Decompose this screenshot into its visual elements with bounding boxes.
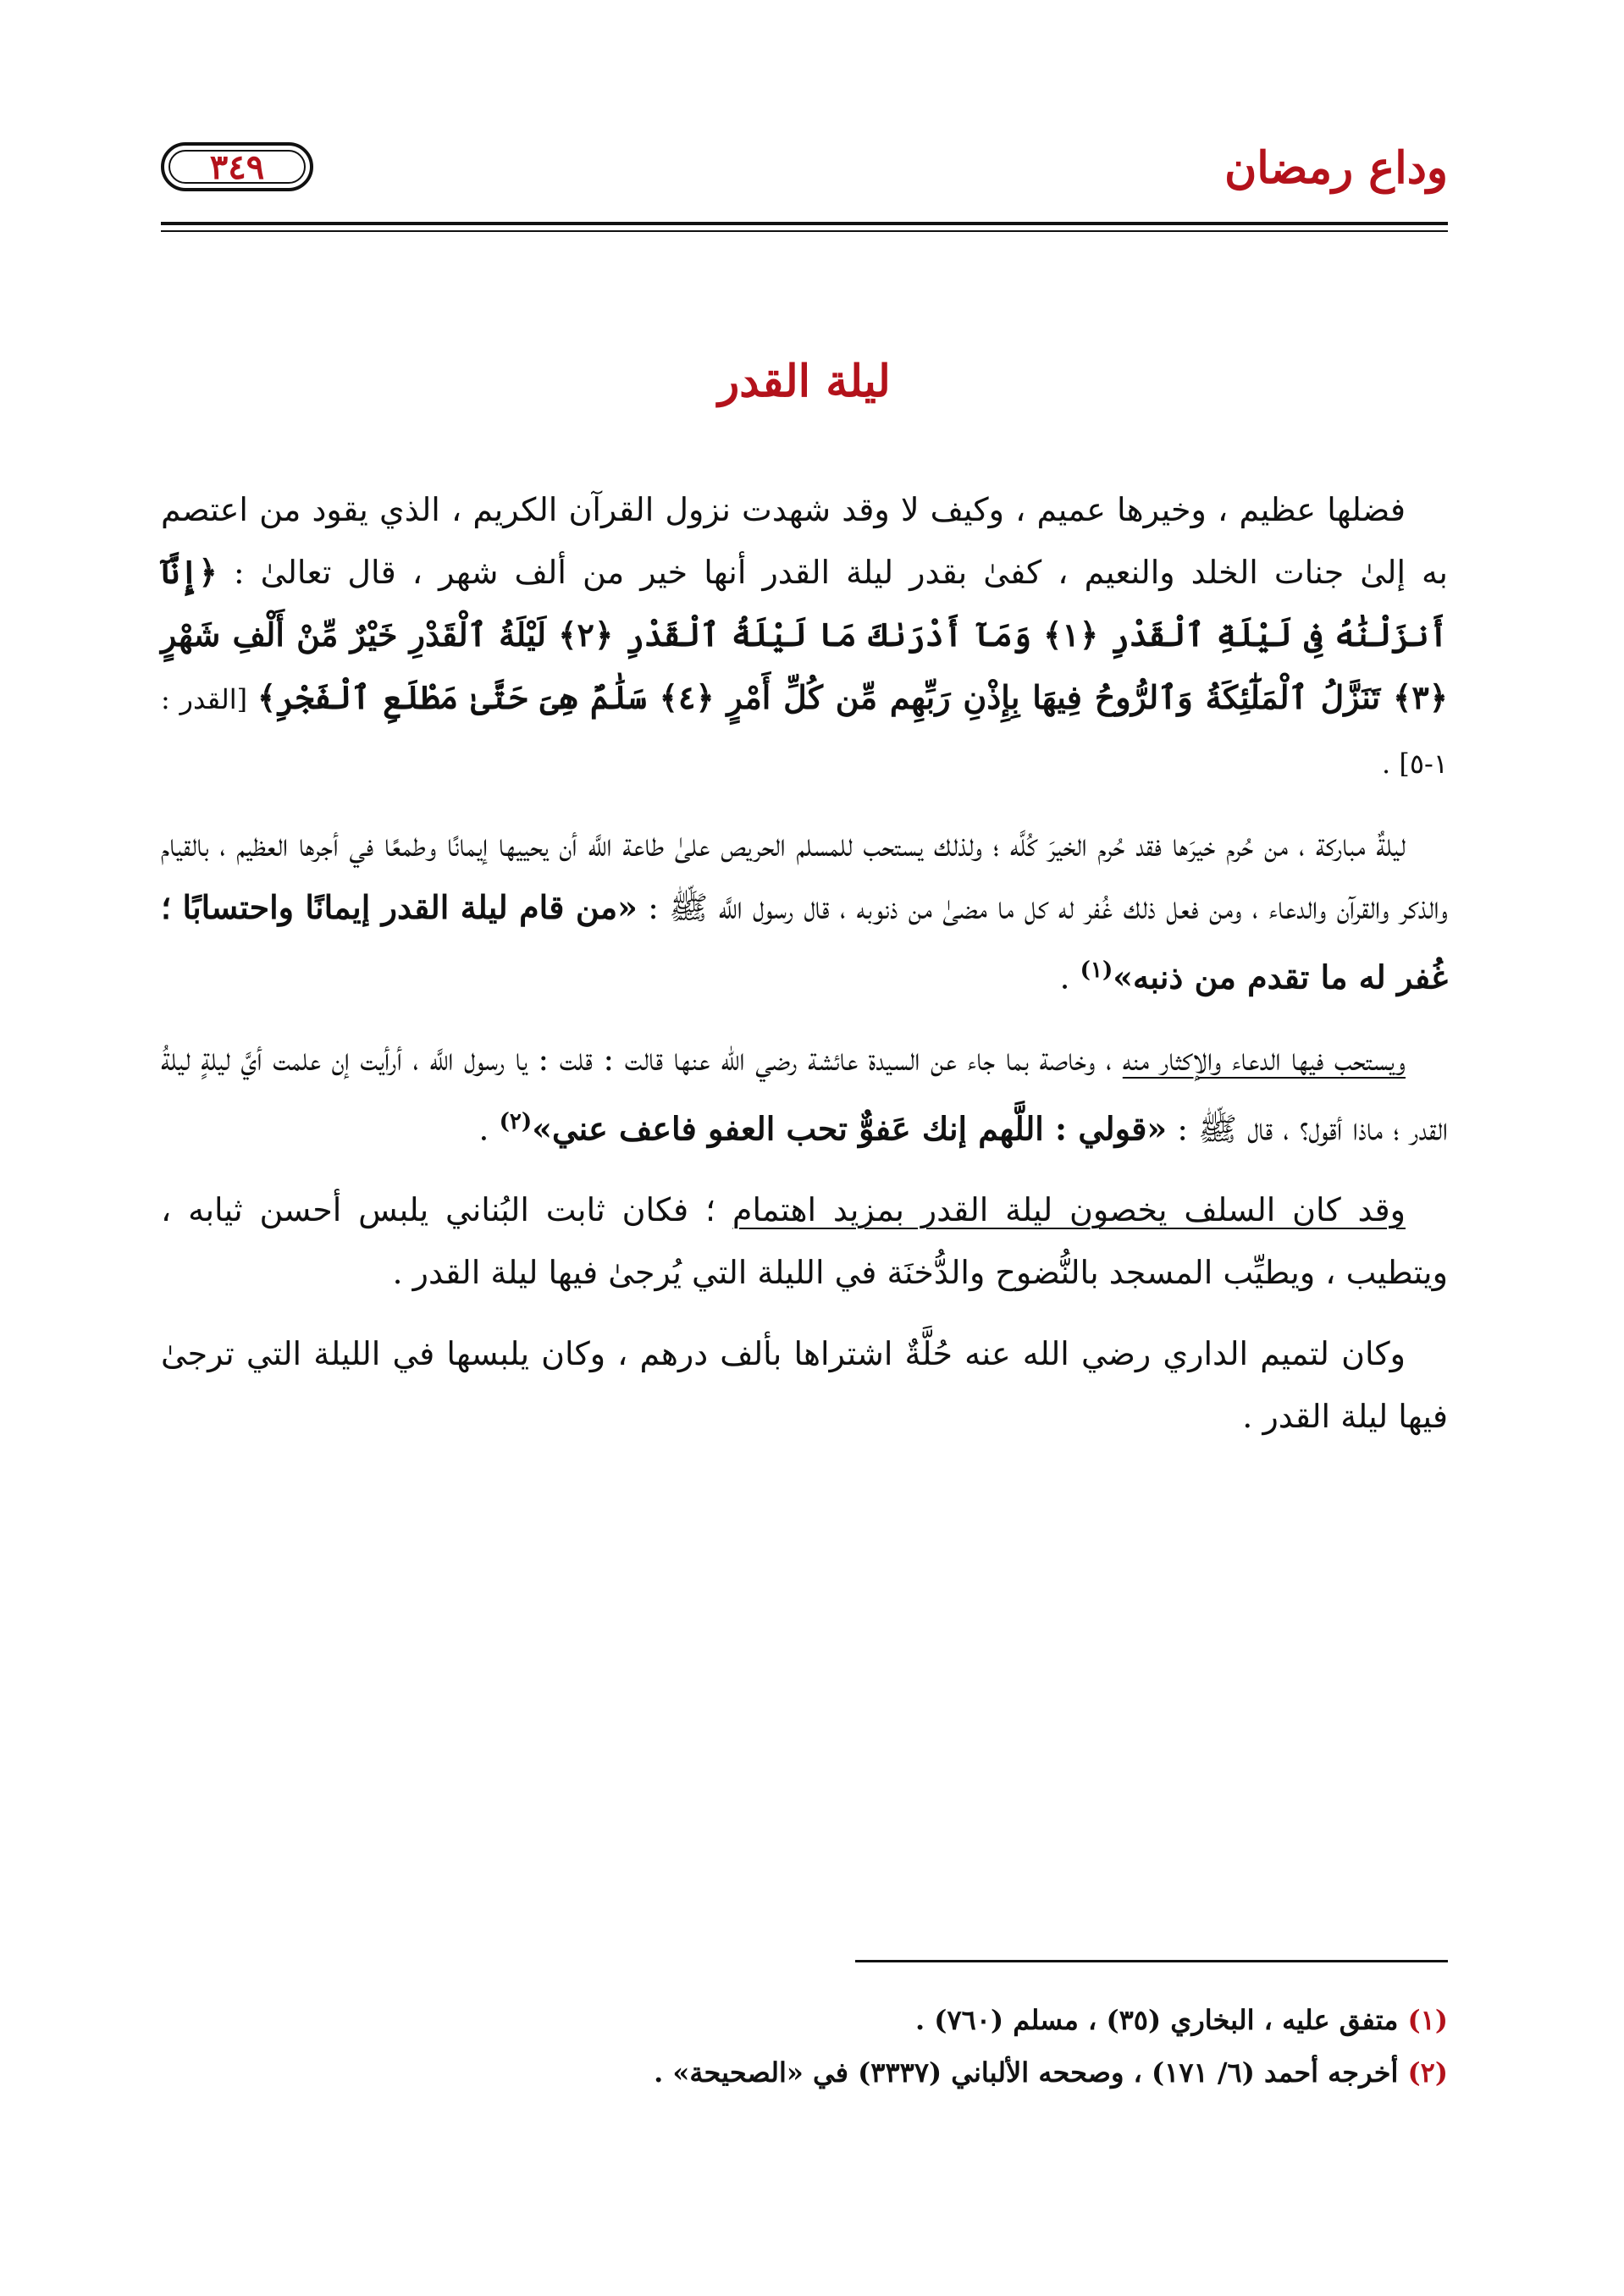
running-title: وداع رمضان	[1224, 142, 1448, 194]
paragraph-5	[161, 1322, 1448, 1448]
header-rule-thin	[161, 230, 1448, 232]
paragraph-2-end: .	[1059, 958, 1080, 996]
paragraph-3-end: .	[478, 1110, 500, 1148]
footnote-divider	[855, 1960, 1448, 1962]
paragraph-1	[161, 478, 1448, 795]
footnote-ref-2[interactable]: (٢)	[499, 1108, 533, 1134]
paragraph-5-text: وكان لتميم الداري رضي الله عنه حُلَّةٌ اشتراها بألف درهم ، وكان يلبسها في الليلة التي ترجىٰ فيها ليلة القدر .	[161, 1335, 1448, 1436]
footnote-2-number: (٢)	[1407, 2056, 1448, 2089]
page-header	[161, 127, 1448, 212]
section-title: ليلة القدر	[718, 356, 891, 407]
footnotes	[161, 1994, 1448, 2099]
paragraph-4	[161, 1178, 1448, 1304]
page-number: ٣٤٩	[209, 146, 265, 187]
paragraph-3-text: ، وخاصة بما جاء عن السيدة عائشة رضي الله عنها قالت : قلت : يا رسول اللَّه ، أرأيت إن علمت أيَّ ليلةٍ ليلةُ القدر ؛ ماذا أقول؟ ، قال ﷺ :	[161, 1040, 1448, 1148]
hadith-quote-1: «من قام ليلة القدر إيمانًا واحتسابًا ؛ غُفر له ما تقدم من ذنبه»	[161, 888, 1448, 996]
hadith-quote-2: «قولي : اللَّهم إنك عَفوٌّ تحب العفو فاعف عني»	[532, 1109, 1168, 1148]
book-page	[161, 0, 1448, 2296]
quran-verse: ﴿إِنَّآ أَنزَلْنَٰهُ فِى لَيْلَةِ ٱلْقَدْرِ ﴿١﴾ وَمَآ أَدْرَىٰكَ مَا لَيْلَةُ ٱلْقَدْرِ ﴿٢﴾ لَيْلَةُ ٱلْقَدْرِ خَيْرٌ مِّنْ أَلْفِ شَهْرٍ ﴿٣﴾ تَنَزَّلُ ٱلْمَلَٰٓئِكَةُ وَٱلرُّوحُ فِيهَا بِإِذْنِ رَبِّهِم مِّن كُلِّ أَمْرٍ ﴿٤﴾ سَلَٰمٌ هِىَ حَتَّىٰ مَطْلَعِ ٱلْفَجْرِ﴾	[161, 553, 1448, 716]
page-number-badge	[161, 142, 313, 191]
paragraph-3	[161, 1028, 1448, 1161]
header-rule	[161, 222, 1448, 225]
paragraph-4-text: ؛ فكان ثابت البُناني يلبس أحسن ثيابه ، ويتطيب ، ويطيِّب المسجد بالنُّضوح والدُّخنَة في الليلة التي يُرجىٰ فيها ليلة القدر .	[161, 1191, 1448, 1292]
paragraph-2-text: ليلةٌ مباركة ، من حُرم خيرَها فقد حُرم الخيرَ كُلَّه ؛ ولذلك يستحب للمسلم الحريص علىٰ طاعة اللَّه أن يحييها إيمانًا وطمعًا في أجرها العظيم ، بالقيام والذكر والقرآن والدعاء ، ومن فعل ذلك غُفر له كل ما مضىٰ من ذنوبه ، قال رسول اللَّه ﷺ :	[161, 826, 1449, 926]
footnote-1-text: متفق عليه ، البخاري (٣٥) ، مسلم (٧٦٠) .	[915, 2004, 1408, 2036]
underlined-phrase-1: ويستحب فيها الدعاء والإكثار منه	[1122, 1040, 1406, 1078]
footnote-1	[161, 1994, 1448, 2046]
underlined-phrase-2: وقد كان السلف يخصون ليلة القدر بمزيد اهتمام	[732, 1191, 1406, 1229]
body-text	[161, 478, 1448, 1466]
footnote-2	[161, 2046, 1448, 2099]
paragraph-1-text: فضلها عظيم ، وخيرها عميم ، وكيف لا وقد شهدت نزول القرآن الكريم ، الذي يقود من اعتصم به إلىٰ جنات الخلد والنعيم ، كفىٰ بقدر ليلة القدر أنها خير من ألف شهر ، قال تعالىٰ :	[161, 491, 1448, 591]
paragraph-2	[161, 814, 1448, 1009]
footnote-ref-1[interactable]: (١)	[1080, 958, 1113, 983]
footnote-2-text: أخرجه أحمد (٦/ ١٧١) ، وصححه الألباني (٣٣٣٧) في «الصحيحة» .	[654, 2056, 1408, 2089]
footnote-1-number: (١)	[1407, 2004, 1448, 2036]
quran-reference: [القدر : ١-٥] .	[161, 683, 1448, 780]
